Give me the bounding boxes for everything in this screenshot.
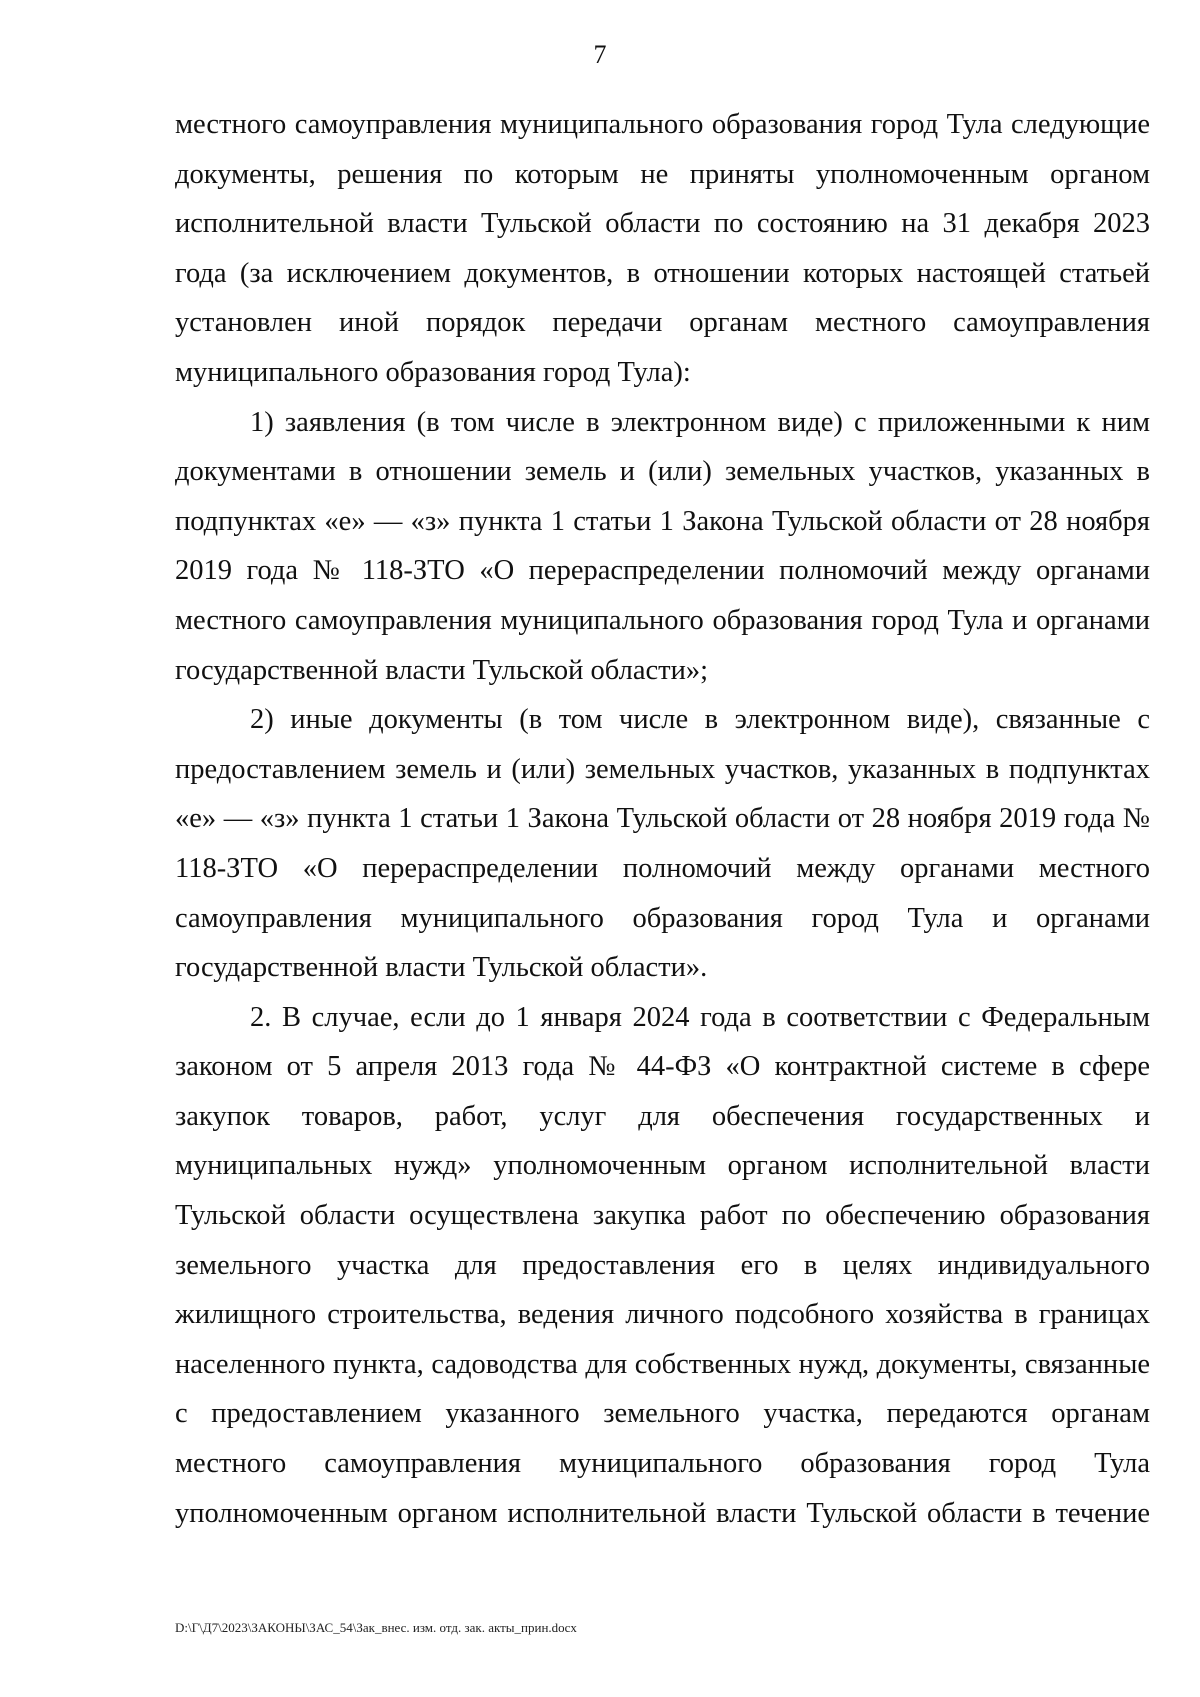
document-body xyxy=(175,100,1150,1538)
page-number: 7 xyxy=(593,40,607,69)
paragraph-intro-continuation: местного самоуправления муниципального образования город Тула следующие документы, решения по которым не приняты уполномоченным органом исполнительной власти Тульской области по состоянию на 31 декабря 2023 года (за исключением документов, в отношении которых настоящей статьей установлен иной порядок передачи органам местного самоуправления муниципального образования город Тула): xyxy=(175,109,1150,388)
paragraph-item-2: 2) иные документы (в том числе в электронном виде), связанные с предоставлением земель и (или) земельных участков, указанных в подпунктах «е» — «з» пункта 1 статьи 1 Закона Тульской области от 28 ноября 2019 года № 118-ЗТО «О перераспределении полномочий между органами местного самоуправления муниципального образования город Тула и органами государственной власти Тульской области». xyxy=(175,704,1150,984)
footer-file-path: D:\Г\Д7\2023\ЗАКОНЫ\ЗАС_54\Зак_внес. изм. отд. зак. акты_прин.docx xyxy=(175,1620,577,1635)
paragraph-section-2: 2. В случае, если до 1 января 2024 года в соответствии с Федеральным законом от 5 апреля 2013 года № 44-ФЗ «О контрактной системе в сфере закупок товаров, работ, услуг для обеспечения государственных и муниципальных нужд» уполномоченным органом исполнительной власти Тульской области осуществлена закупка работ по обеспечению образования земельного участка для предоставления его в целях индивидуального жилищного строительства, ведения личного подсобного хозяйства в границах населенного пункта, садоводства для собственных нужд, документы, связанные с предоставлением указанного земельного участка, передаются органам местного самоуправления муниципального образования город Тула уполномоченным органом исполнительной власти Тульской области в течение xyxy=(175,1001,1150,1529)
paragraph-item-1: 1) заявления (в том числе в электронном виде) с приложенными к ним документами в отношении земель и (или) земельных участков, указанных в подпунктах «е» — «з» пункта 1 статьи 1 Закона Тульской области от 28 ноября 2019 года № 118-ЗТО «О перераспределении полномочий между органами местного самоуправления муниципального образования город Тула и органами государственной власти Тульской области»; xyxy=(175,406,1150,686)
